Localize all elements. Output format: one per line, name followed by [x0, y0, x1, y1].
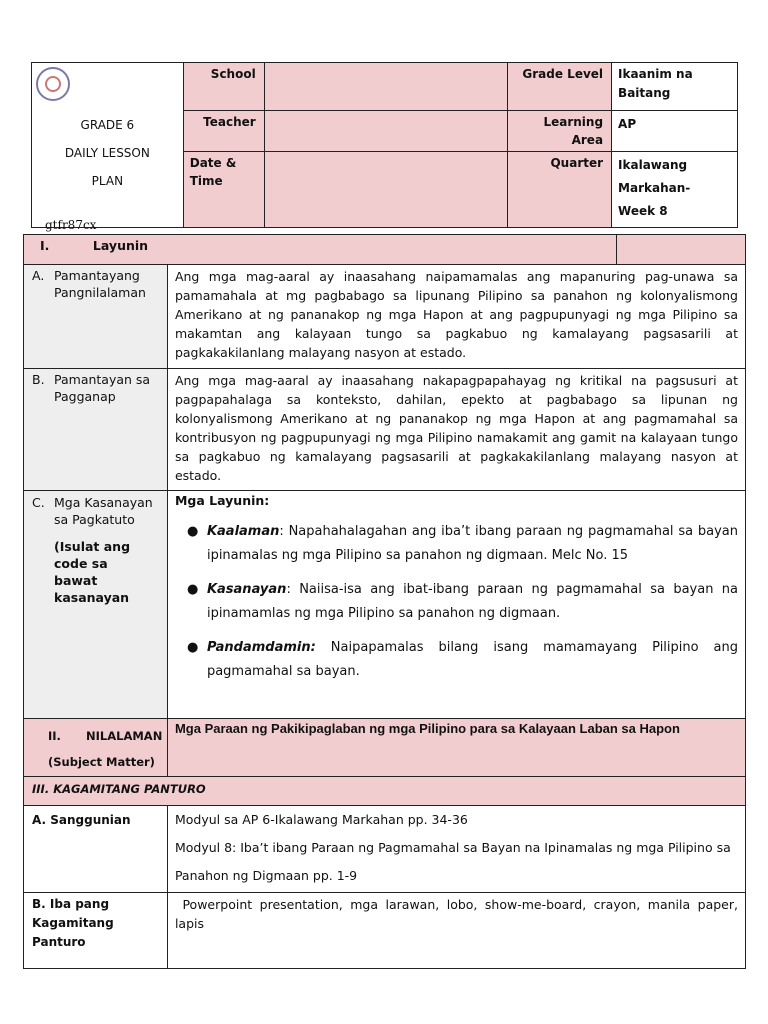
iba-pang-kagamitan-label: B. Iba pang Kagamitang Panturo: [24, 893, 168, 969]
lesson-plan-table: [23, 234, 746, 969]
objective-item: [207, 520, 738, 568]
quarter-value: [612, 152, 738, 228]
objective-item: [207, 578, 738, 626]
grade-level-value: Ikaanim na Baitang: [612, 63, 738, 111]
label-b-num: B.: [32, 372, 45, 387]
sanggunian-label: A. Sanggunian: [24, 806, 168, 893]
label-c-text: Mga Kasanayan sa Pagkatuto: [54, 495, 153, 527]
grade-level-label: Grade Level: [508, 63, 612, 111]
objectives-list: [175, 520, 745, 684]
document-code: gtfr87cx: [45, 218, 97, 232]
date-time-value[interactable]: [264, 152, 507, 228]
mga-kasanayan-content: [167, 491, 745, 719]
quarter-value-2: Week 8: [618, 204, 668, 218]
pamantayan-sa-pagganap-label: [24, 369, 168, 491]
objective-sep: :: [279, 524, 284, 539]
grade-line-1: GRADE 6: [80, 118, 135, 132]
objective-text: Napahahalagahan ang iba’t ibang paraan ng pagmamahal sa bayan ipinamalas ng mga Pilipino sa panahon ng digmaan. Melc No. 15: [206, 524, 738, 563]
header-table: [31, 62, 738, 228]
sanggunian-content: [167, 806, 745, 893]
grade-block: [32, 101, 183, 195]
teacher-value[interactable]: [264, 111, 507, 152]
label-b-text: Pamantayan sa Pagganap: [54, 372, 151, 404]
pamantayan-sa-pagganap-text: Ang mga mag-aaral ay inaasahang nakapagpapahayag ng kritikal na pagsusuri at pagpapahalaga sa konteksto, dahilan, epekto at pagbabago sa lipunan ng kolonyalismong Amerikano at ng pananakop ng mga Hapon at ang pagmamahal sa kontribusyon ng pagpupunyagi ng mga Pilipino namakamit ang gamit na kalayaan tungo sa pagkabuo ng kamalayang pagsasarili at pagkakakilanlang malayang nasyon at estado.: [167, 369, 745, 491]
label-a-num: A.: [32, 268, 45, 283]
nilalaman-label: [24, 719, 168, 777]
deped-seal-icon: [36, 67, 70, 101]
label-c-note: (Isulat ang code sa bawat kasanayan: [54, 539, 131, 605]
quarter-label: Quarter: [508, 152, 612, 228]
label-c-num: C.: [32, 495, 45, 510]
pamantayang-pangnilalaman-text: Ang mga mag-aaral ay inaasahang naipamamalas ang mapanuring pag-unawa sa pamamahala at mg pagbabago sa lipunang Pilipino sa panahon ng kolonyalismong Amerikano at ng pananakop ng mga Hapon at ang pagpupunyagi ng mga Pilipino sa makamtan ang kalayaan tungo sa pagkabuo ng kamalayang pagsasarili at pagkakakilanlang malayang nasyon at estado.: [167, 265, 745, 369]
objectives-heading: Mga Layunin:: [174, 493, 270, 508]
quarter-value-1: Ikalawang Markahan-: [618, 158, 691, 195]
school-label: School: [183, 63, 264, 111]
sanggunian-line-2: Modyul 8: Iba’t ibang Paraan ng Pagmamahal sa Bayan na Ipinamalas ng mga Pilipino sa Panahon ng Digmaan pp. 1-9: [174, 840, 731, 883]
date-time-label: Date & Time: [183, 152, 264, 228]
objective-text: Naiisa-isa ang ibat-ibang paraan ng pagmamahal sa bayan na ipinamamlas ng mga Pilipino sa panahon ng digmaan.: [206, 582, 738, 621]
kagamitang-panturo-title: III. KAGAMITANG PANTURO: [24, 777, 746, 806]
nilalaman-sub: (Subject Matter): [48, 755, 155, 769]
school-logo-cell: [32, 63, 184, 228]
objective-text: Naipapamalas bilang isang mamamayang Pilipino ang pagmamahal sa bayan.: [206, 640, 738, 679]
iba-pang-kagamitan-text: Powerpoint presentation, mga larawan, lobo, show-me-board, crayon, manila paper, lapis: [167, 893, 745, 969]
teacher-label: Teacher: [183, 111, 264, 152]
nilalaman-num: II.: [48, 729, 61, 743]
objective-term: Kaalaman: [206, 524, 280, 539]
nilalaman-content: Mga Paraan ng Pakikipaglaban ng mga Pilipino para sa Kalayaan Laban sa Hapon: [167, 719, 745, 777]
learning-area-value: AP: [612, 111, 738, 152]
objective-term: Pandamdamin:: [206, 640, 316, 655]
grade-line-3: PLAN: [91, 174, 124, 188]
label-a-text: Pamantayang Pangnilalaman: [54, 268, 146, 300]
objective-sep: :: [286, 582, 291, 597]
learning-area-label: Learning Area: [508, 111, 612, 152]
section-layunin-blank: [617, 235, 746, 265]
pamantayang-pangnilalaman-label: [24, 265, 168, 369]
nilalaman-title: NILALAMAN: [86, 729, 163, 743]
section-layunin-title: I. Layunin: [24, 235, 617, 265]
sanggunian-line-1: Modyul sa AP 6-Ikalawang Markahan pp. 34-36: [174, 812, 468, 827]
mga-kasanayan-label: [24, 491, 168, 719]
grade-line-2: DAILY LESSON: [64, 146, 150, 160]
objective-item: [207, 636, 738, 684]
school-value[interactable]: [264, 63, 507, 111]
objective-term: Kasanayan: [206, 582, 287, 597]
